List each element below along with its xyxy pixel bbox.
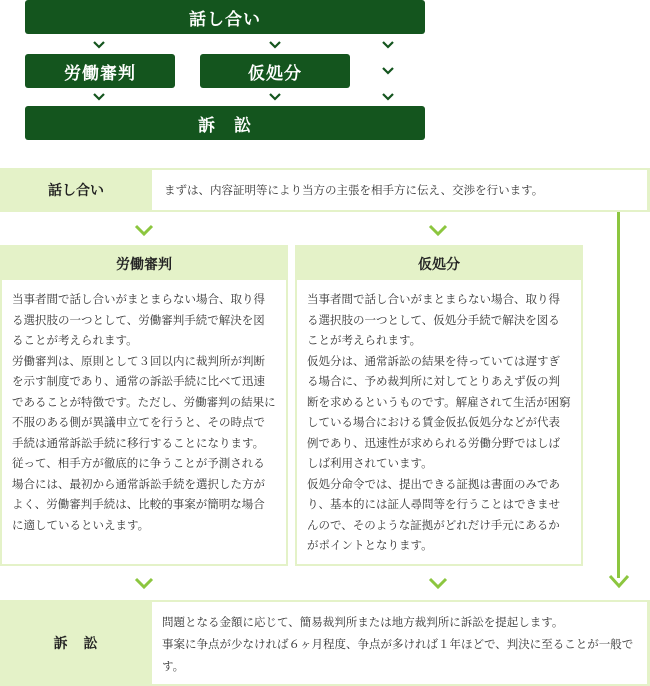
chevron-down-icon (381, 40, 395, 50)
top-node-hanashiai-label: 話し合い (189, 9, 261, 30)
panel-karishobun-paragraph: 仮処分は、通常訴訟の結果を待っていては遅すぎる場合に、予め裁判所に対してとりあえず仮の判断を求めるというものです。解雇されて生活が困窮している場合における賃金仮払仮処分などが代表例であり、迅速性が求められる労働分野ではしばしば利用されています。 (307, 353, 571, 470)
chevron-down-icon (268, 40, 282, 50)
chevron-down-icon (428, 577, 448, 591)
top-node-karishobun-label: 仮処分 (248, 63, 302, 84)
step-hanashiai-text (152, 170, 647, 210)
chevron-down-icon (92, 40, 106, 50)
top-node-sosho (25, 106, 425, 140)
chevron-down-icon (134, 577, 154, 591)
panel-karishobun-body (297, 280, 581, 556)
panel-karishobun-title: 仮処分 (297, 247, 581, 280)
chevron-down-icon (92, 92, 106, 102)
chevron-down-icon (381, 66, 395, 76)
step-sosho-paragraph: 事案に争点が少なければ６ヶ月程度、争点が多ければ１年ほどで、判決に至ることが一般です。 (162, 637, 634, 673)
top-node-roudou-label: 労働審判 (64, 63, 136, 84)
flow-line-right (617, 212, 620, 578)
step-hanashiai-description: まずは、内容証明等により当方の主張を相手方に伝え、交渉を行います。 (164, 183, 544, 197)
panel-karishobun-paragraph: 当事者間で話し合いがまとまらない場合、取り得る選択肢の一つとして、仮処分手続で解決を図ることが考えられます。 (307, 292, 560, 347)
panel-karishobun (295, 245, 583, 566)
step-hanashiai (0, 168, 650, 212)
top-node-roudou (25, 54, 175, 88)
top-node-hanashiai (25, 0, 425, 34)
step-sosho-label: 訴 訟 (53, 636, 99, 652)
panel-roudou-paragraph: 当事者間で話し合いがまとまらない場合、取り得る選択肢の一つとして、労働審判手続で解決を図ることが考えられます。 (12, 292, 265, 347)
chevron-down-icon (268, 92, 282, 102)
step-sosho (0, 600, 650, 686)
chevron-down-icon (381, 92, 395, 102)
panel-roudou-paragraph: 労働審判は、原則として３回以内に裁判所が判断を示す制度であり、通常の訴訟手続に比べて迅速であることが特徴です。ただし、労働審判の結果に不服のある側が異議申立てを行うと、その時点で手続は通常訴訟手続に移行することになります。 (12, 353, 276, 450)
chevron-down-icon (134, 224, 154, 238)
top-node-karishobun (200, 54, 350, 88)
panel-roudou (0, 245, 288, 566)
panel-roudou-body (2, 280, 286, 535)
step-hanashiai-label: 話し合い (48, 183, 104, 199)
panel-roudou-paragraph: 従って、相手方が徹底的に争うことが予測される場合には、最初から通常訴訟手続を選択した方がよく、労働審判手続は、比較的事案が簡明な場合に適しているといえます。 (12, 456, 265, 532)
step-sosho-paragraph: 問題となる金額に応じて、簡易裁判所または地方裁判所に訴訟を提起します。 (162, 615, 564, 629)
panel-karishobun-paragraph: 仮処分命令では、提出できる証拠は書面のみであり、基本的には証人尋問等を行うことはできませんので、そのような証拠がどれだけ手元にあるかがポイントとなります。 (307, 476, 560, 552)
arrow-down-icon (608, 574, 630, 590)
panel-roudou-title: 労働審判 (2, 247, 286, 280)
chevron-down-icon (428, 224, 448, 238)
top-node-sosho-label: 訴 訟 (198, 115, 252, 136)
step-sosho-text (152, 602, 647, 684)
